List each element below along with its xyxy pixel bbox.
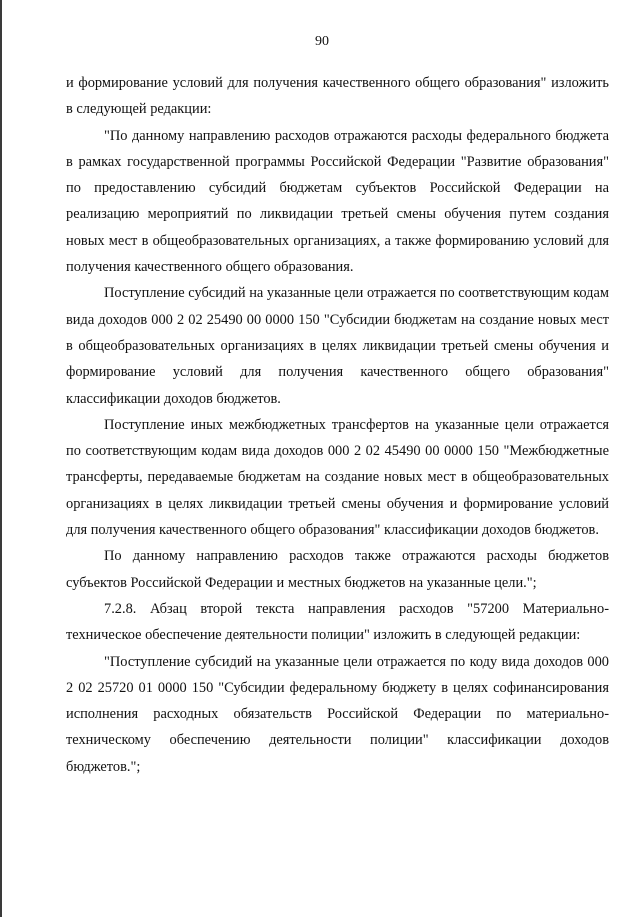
page-number: 90 [315, 34, 329, 49]
paragraph-regional-expenses: По данному направлению расходов также отражаются расходы бюджетов субъектов Российской Федерации и местных бюджетов на указанные цели."; [66, 548, 609, 591]
paragraph-continuation: и формирование условий для получения качественного общего образования" изложить в следующей редакции: [66, 75, 609, 118]
paragraph-police-subsidy: "Поступление субсидий на указанные цели отражается по коду вида доходов 000 2 02 25720 01 0000 150 "Субсидии федеральному бюджету в целях софинансирования исполнения расходных обязательств Российской Федерации по материально-техническому обеспечению деятельности полиции" классификации доходов бюджетов."; [66, 653, 609, 775]
document-body [66, 70, 609, 780]
paragraph-interbudget-transfers: Поступление иных межбюджетных трансфертов на указанные цели отражается по соответствующим кодам вида доходов 000 2 02 45490 00 0000 150 "Межбюджетные трансферты, передаваемые бюджетам на создание новых мест в общеобразовательных организациях в целях ликвидации третьей смены обучения и формирование условий для получения качественного общего образования" классификации доходов бюджетов. [66, 416, 609, 539]
paragraph-expense-direction: "По данному направлению расходов отражаются расходы федерального бюджета в рамках государственной программы Российской Федерации "Развитие образования" по предоставлению субсидий бюджетам субъектов Российской Федерации на реализацию мероприятий по ликвидации третьей смены обучения путем создания новых мест в общеобразовательных организациях, а также формированию условий для получения качественного общего образования. [66, 127, 609, 276]
paragraph-clause-7-2-8: 7.2.8. Абзац второй текста направления расходов "57200 Материально-техническое обеспечение деятельности полиции" изложить в следующей редакции: [66, 600, 609, 644]
paragraph-subsidy-receipts: Поступление субсидий на указанные цели отражается по соответствующим кодам вида доходов 000 2 02 25490 00 0000 150 "Субсидии бюджетам на создание новых мест в общеобразовательных организациях в целях ликвидации третьей смены обучения и формирование условий для получения качественного общего образования" классификации доходов бюджетов. [66, 285, 609, 407]
